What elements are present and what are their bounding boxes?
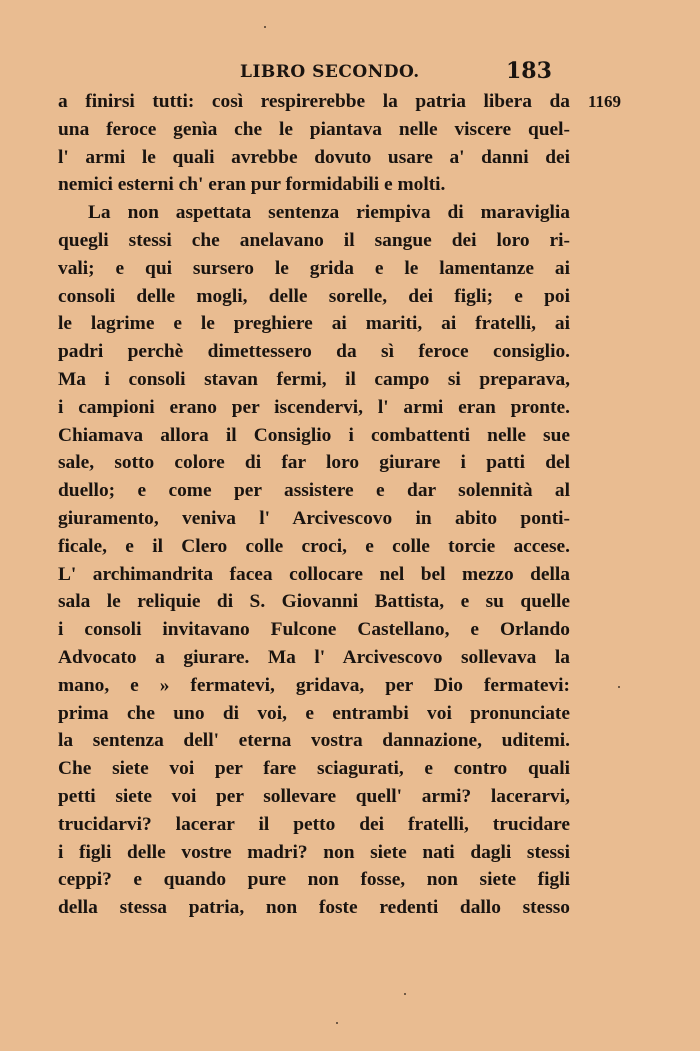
text-line: Chiamava allora il Consiglio i combattenti nelle sue [58, 424, 570, 446]
text-line: duello; e come per assistere e dar solennità al [58, 480, 570, 502]
text-line: i figli delle vostre madri? non siete nati dagli stessi [58, 841, 570, 863]
text-line: la sentenza dell' eterna vostra dannazione, uditemi. [58, 730, 570, 752]
text-line: giuramento, veniva l' Arcivescovo in abito ponti- [58, 507, 570, 529]
paper-speck [264, 26, 266, 28]
running-head: LIBRO SECONDO. [240, 62, 420, 82]
text-line: una feroce genìa che le piantava nelle viscere quel- [58, 118, 570, 140]
text-line: La non aspettata sentenza riempiva di maraviglia [88, 202, 570, 224]
text-line: a finirsi tutti: così respirerebbe la patria libera da [58, 91, 570, 112]
paper-speck [618, 686, 620, 688]
body-text [58, 88, 570, 922]
text-line: petti siete voi per sollevare quell' armi? lacerarvi, [58, 785, 570, 807]
text-line: sala le reliquie di S. Giovanni Battista, e su quelle [58, 591, 570, 613]
text-line: prima che uno di voi, e entrambi voi pronunciate [58, 702, 570, 724]
text-line: della stessa patria, non foste redenti dallo stesso [58, 897, 570, 919]
text-line: i consoli invitavano Fulcone Castellano, e Orlando [58, 619, 570, 641]
text-line: ficale, e il Clero colle croci, e colle torcie accese. [58, 535, 570, 557]
text-line: sale, sotto colore di far loro giurare i patti del [58, 452, 570, 474]
margin-year-note: 1169 [588, 92, 622, 111]
text-line: L' archimandrita facea collocare nel bel mezzo della [58, 563, 570, 585]
paper-speck [336, 1022, 338, 1024]
text-line: le lagrime e le preghiere ai mariti, ai fratelli, ai [58, 313, 570, 335]
text-line: nemici esterni ch' eran pur formidabili e molti. [58, 174, 446, 196]
paper-speck [404, 993, 406, 995]
text-line: Che siete voi per fare sciagurati, e contro quali [58, 758, 570, 780]
text-line: ceppi? e quando pure non fosse, non siete figli [58, 869, 570, 891]
text-line: Ma i consoli stavan fermi, il campo si preparava, [58, 368, 570, 390]
page-number: 183 [506, 58, 552, 84]
text-line: Advocato a giurare. Ma l' Arcivescovo sollevava la [58, 646, 570, 668]
text-line: consoli delle mogli, delle sorelle, dei figli; e poi [58, 285, 570, 307]
text-line: i campioni erano per iscendervi, l' armi eran pronte. [58, 396, 570, 418]
text-line: padri perchè dimettessero da sì feroce consiglio. [58, 341, 570, 363]
text-line: trucidarvi? lacerar il petto dei fratelli, trucidare [58, 813, 570, 835]
text-line: quegli stessi che anelavano il sangue dei loro ri- [58, 229, 570, 251]
text-line: l' armi le quali avrebbe dovuto usare a' danni dei [58, 146, 570, 168]
text-line: mano, e » fermatevi, gridava, per Dio fermatevi: [58, 674, 570, 696]
page-header [0, 58, 700, 88]
text-line: vali; e qui sursero le grida e le lamentanze ai [58, 257, 570, 279]
